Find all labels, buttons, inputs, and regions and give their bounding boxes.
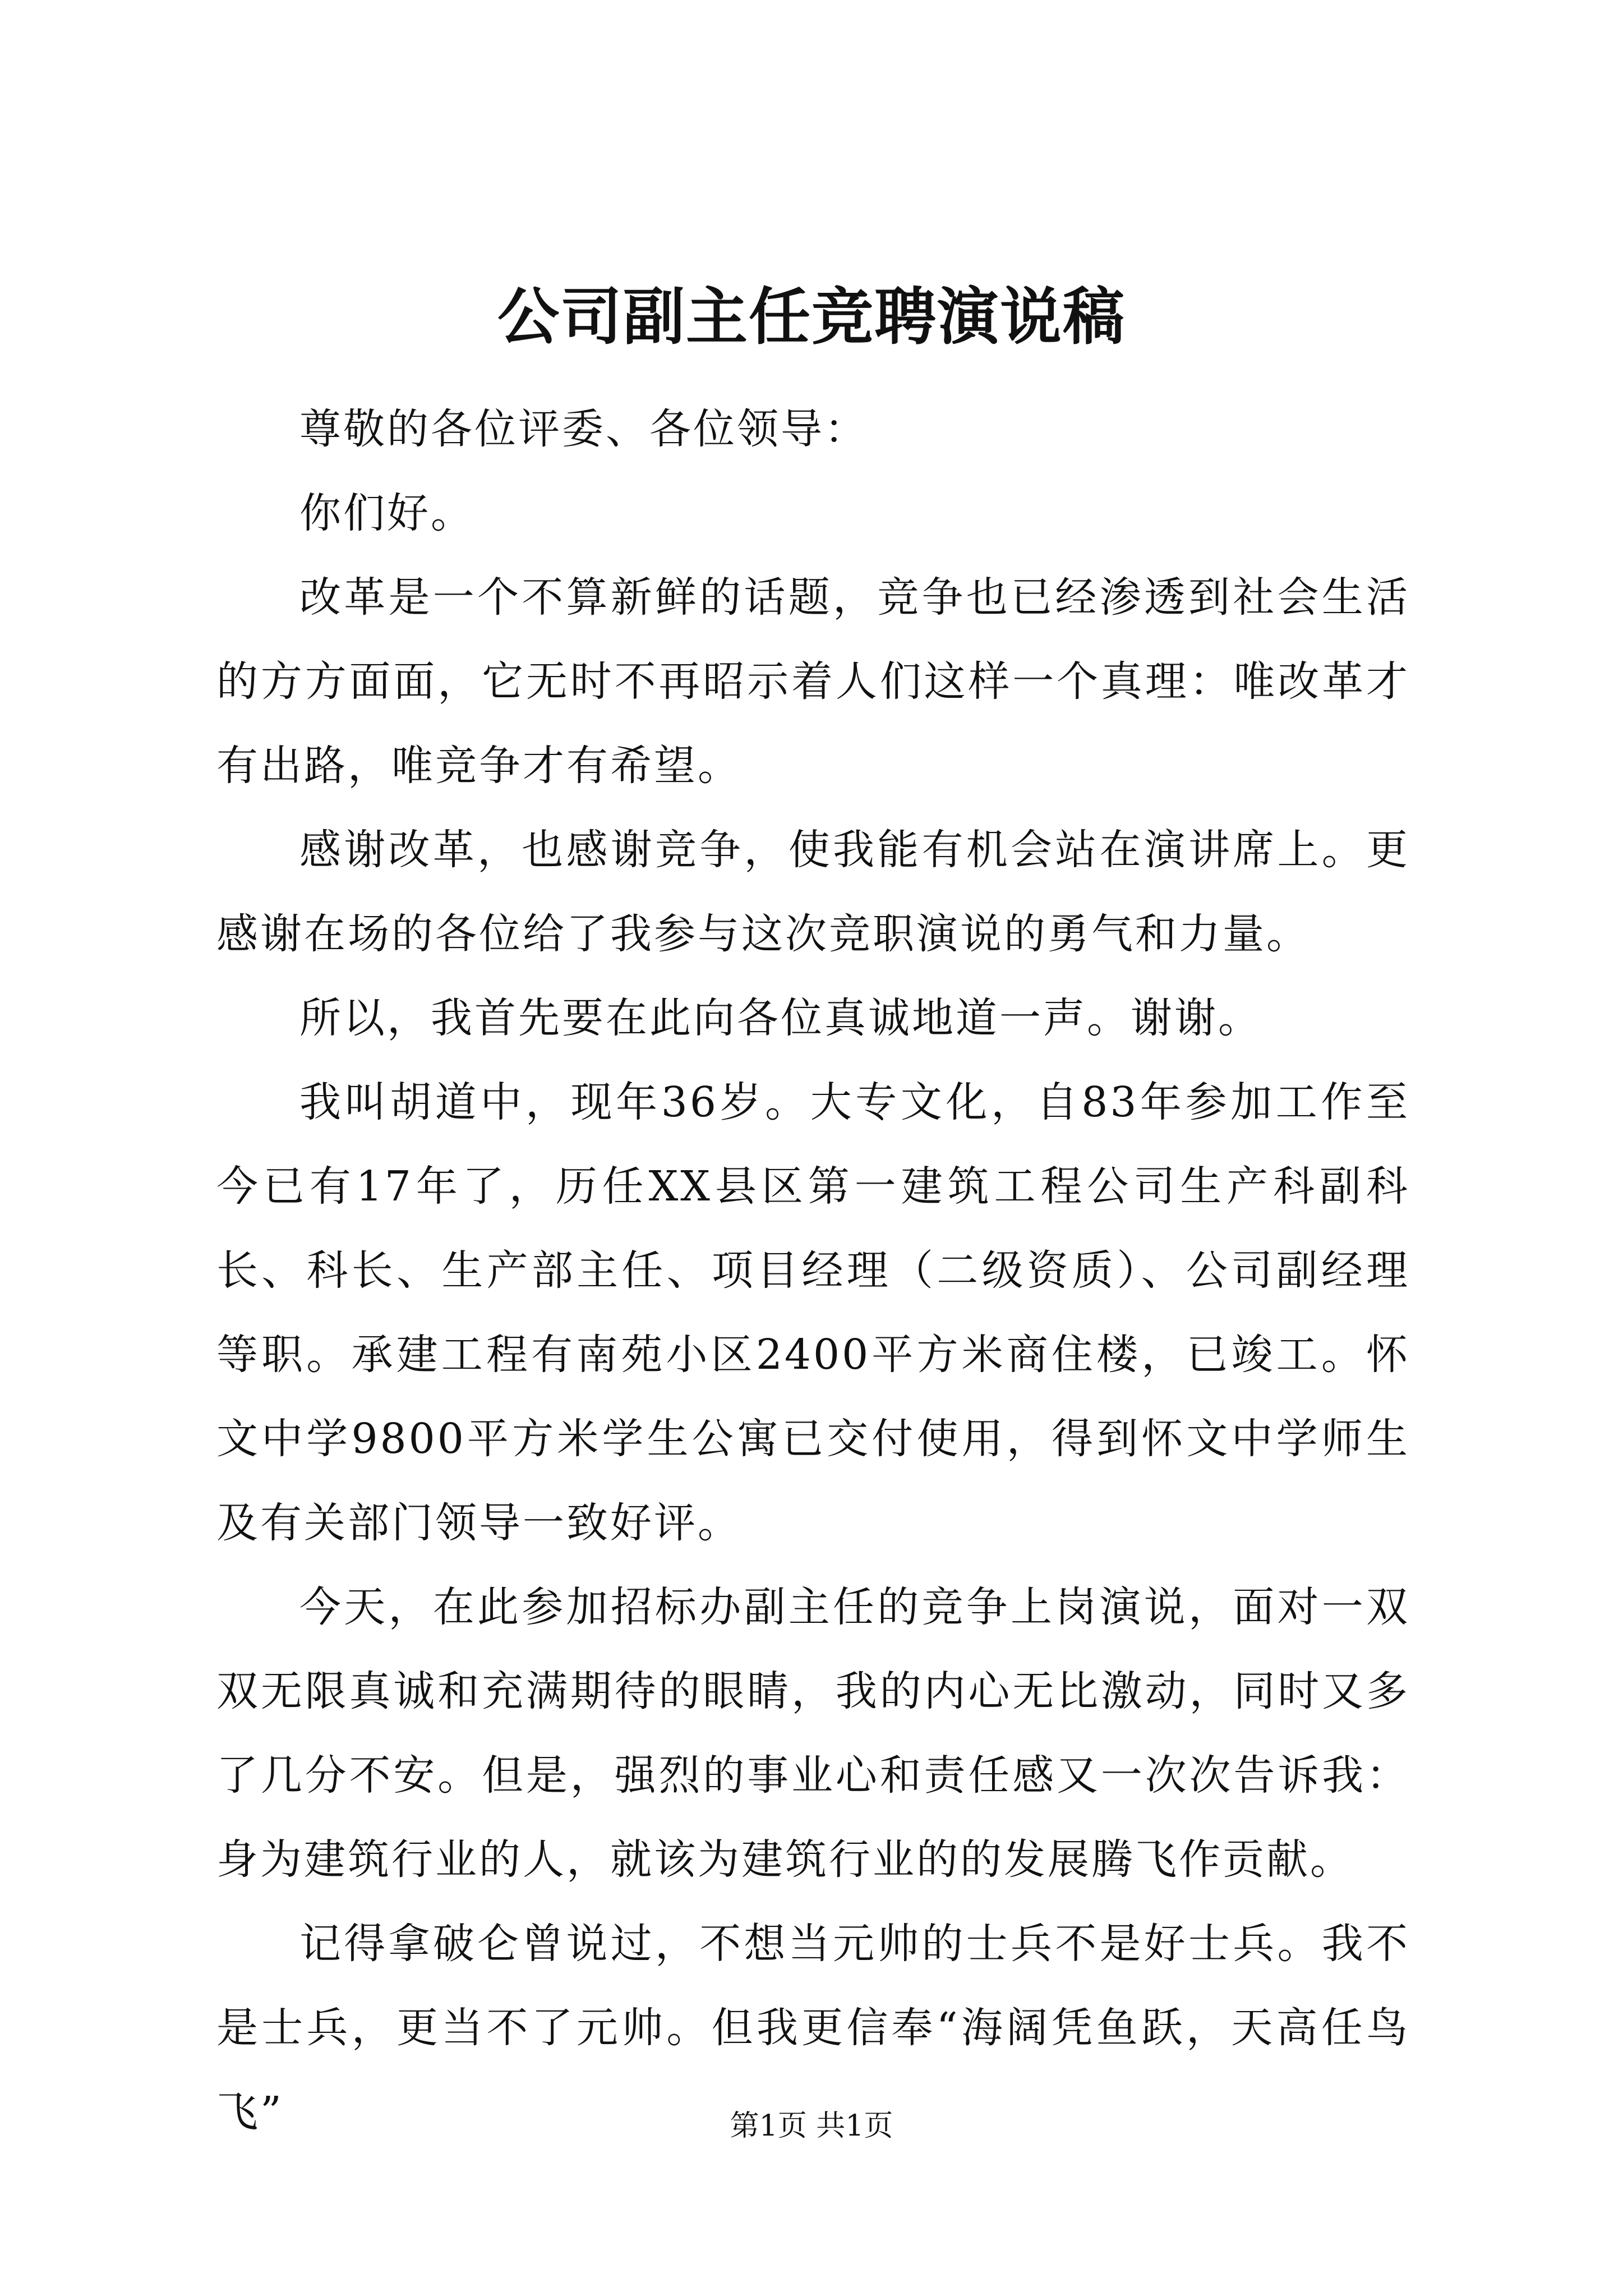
paragraph-motivation: 今天，在此参加招标办副主任的竞争上岗演说，面对一双双无限真诚和充满期待的眼睛，我的内心无比激动，同时又多了几分不安。但是，强烈的事业心和责任感又一次次告诉我：身为建筑行业的人，就该为建筑行业的的发展腾飞作贡献。 <box>216 1583 1410 1884</box>
paragraph-gratitude: 所以，我首先要在此向各位真诚地道一声。谢谢。 <box>299 994 1262 1042</box>
paragraph-thanks: 感谢改革，也感谢竞争，使我能有机会站在演讲席上。更感谢在场的各位给了我参与这次竞职演说的勇气和力量。 <box>216 826 1410 958</box>
page-footer: 第1页 共1页 <box>730 2109 893 2143</box>
paragraph-self-introduction: 我叫胡道中，现年36岁。大专文化，自83年参加工作至今已有17年了，历任XX县区第一建筑工程公司生产科副科长、科长、生产部主任、项目经理（二级资质）、公司副经理等职。承建工程有南苑小区2400平方米商住楼，已竣工。怀文中学9800平方米学生公寓已交付使用，得到怀文中学师生及有关部门领导一致好评。 <box>216 1078 1410 1547</box>
paragraph-reform: 改革是一个不算新鲜的话题，竞争也已经渗透到社会生活的方方面面，它无时不再昭示着人们这样一个真理：唯改革才有出路，唯竞争才有希望。 <box>216 573 1410 790</box>
document-body <box>216 387 1410 2154</box>
paragraph-salutation: 尊敬的各位评委、各位领导： <box>299 405 868 453</box>
document-title: 公司副主任竞聘演说稿 <box>497 280 1126 353</box>
paragraph-napoleon-quote: 记得拿破仑曾说过，不想当元帅的士兵不是好士兵。我不是士兵，更当不了元帅。但我更信奉“海阔凭鱼跃，天高任鸟飞” <box>216 1920 1410 2136</box>
paragraph-greeting: 你们好。 <box>299 489 474 537</box>
